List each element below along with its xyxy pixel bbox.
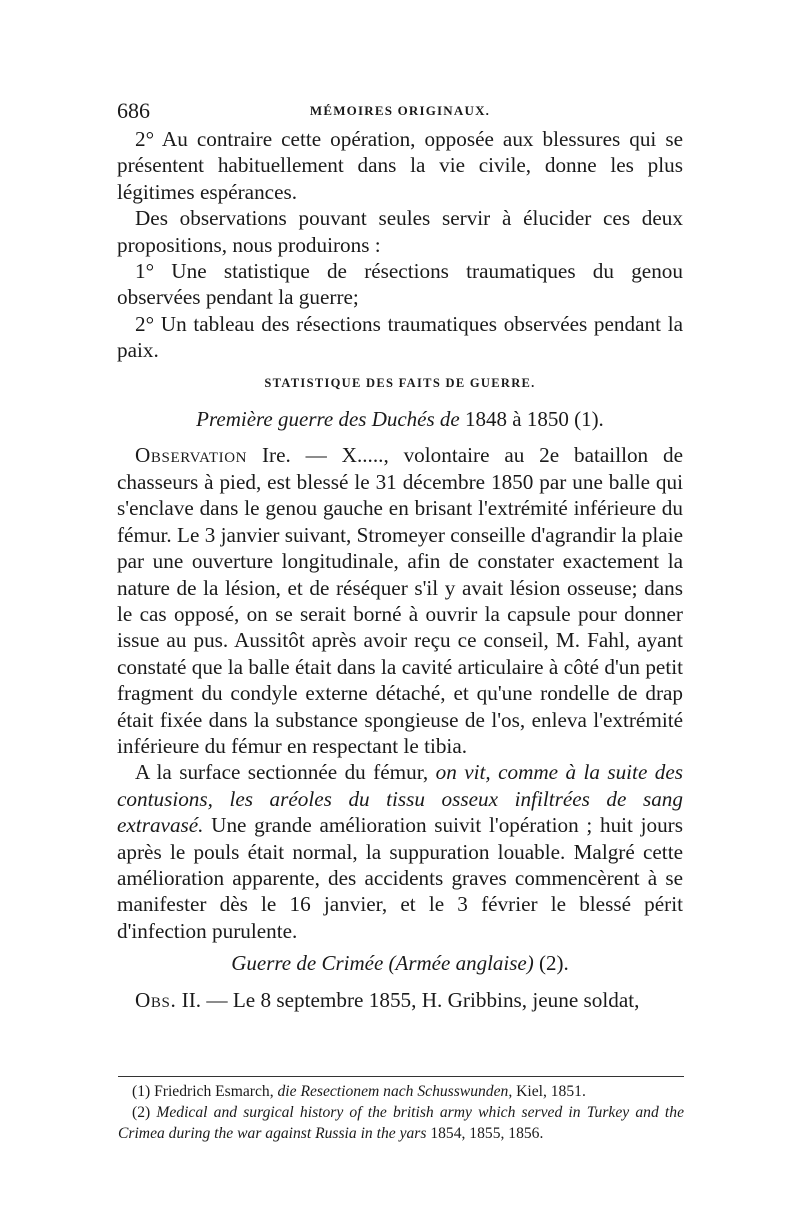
page-number: 686 xyxy=(117,98,150,123)
observation-number: II. xyxy=(181,987,202,1012)
observation-number: Ire. xyxy=(261,443,291,468)
obs-cont-rest: Une grande amélioration suivit l'opération ; huit jours après le pouls était normal, la suppuration louable. Malgré cette amélioration apparente, des accidents graves commencèrent à se manifester dès le 16 janvier, et le 3 février le blessé périt d'infection purulente. xyxy=(117,813,683,943)
body-text xyxy=(117,126,683,1013)
paragraph: 2° Au contraire cette opération, opposée aux blessures qui se présentent habituellement dans la vie civile, donne les plus légitimes espérances. xyxy=(117,127,683,204)
paragraph: 1° Une statistique de résections traumatiques du genou observées pendant la guerre; xyxy=(117,259,683,310)
footnote-title: Medical and surgical history of the british army which served in Turkey and the Crimea during the war against Russia in the yars xyxy=(118,1104,684,1142)
obs-cont-italic: on vit, comme à la suite des contusions, les aréoles du tissu osseux infiltrées de sang extravasé. xyxy=(117,760,683,838)
subtitle-italic: Guerre de Crimée (Armée anglaise) xyxy=(231,951,534,976)
subtitle-italic: Première guerre des Duchés de xyxy=(196,407,460,432)
observation-label: Observation xyxy=(135,443,248,468)
observation-2 xyxy=(117,987,683,1013)
subtitle-crimea xyxy=(117,950,683,976)
footnote-mark: (2) xyxy=(132,1104,151,1121)
footnote-mark: (1) xyxy=(132,1083,151,1100)
observation-1-continued xyxy=(117,759,683,944)
footnote-title: die Resectionem nach Schusswunden, xyxy=(277,1083,513,1100)
page-header xyxy=(117,98,683,124)
section-title: STATISTIQUE DES FAITS DE GUERRE. xyxy=(264,375,536,390)
footnote-rest: 1854, 1855, 1856. xyxy=(426,1125,544,1142)
footnote-text: Friedrich Esmarch, xyxy=(150,1083,278,1100)
subtitle-dates: 1848 à 1850 (1). xyxy=(459,407,604,432)
footnote-rest: Kiel, 1851. xyxy=(512,1083,586,1100)
obs-cont-start: A la surface sectionnée du fémur, xyxy=(135,760,436,785)
observation-text: — X....., volontaire au 2e bataillon de chasseurs à pied, est blessé le 31 décembre 1850 par une balle qui s'enclave dans le genou gauche en brisant l'extrémité inférieure du fémur. Le 3 janvier suivant, Stromeyer conseille d'agrandir la plaie par une ouverture longitudinale, afin de constater exactement la nature de la lésion, et de réséquer s'il y avait lésion osseuse; dans le cas opposé, on se serait borné à ouvrir la capsule pour donner issue au pus. Aussitôt après avoir reçu ce conseil, M. Fahl, ayant constaté que la balle était dans la cavité articulaire à côté d'un petit fragment du condyle externe détaché, et qu'une rondelle de drap était fixée dans la substance spongieuse de l'os, enleva l'extrémité inférieure du fémur en respectant le tibia. xyxy=(117,443,683,758)
page xyxy=(117,98,683,1013)
observation-text: — Le 8 septembre 1855, H. Gribbins, jeune soldat, xyxy=(201,987,640,1012)
footnote-rule xyxy=(118,1076,684,1077)
subtitle-ref: (2). xyxy=(533,951,569,976)
running-head: MÉMOIRES ORIGINAUX. xyxy=(309,103,491,118)
observation-label: Obs. xyxy=(135,987,177,1012)
footnote xyxy=(118,1102,684,1144)
observation-1 xyxy=(117,442,683,759)
paragraph: 2° Un tableau des résections traumatiques observées pendant la paix. xyxy=(117,311,683,363)
footnote xyxy=(118,1081,684,1102)
paragraph: Des observations pouvant seules servir à élucider ces deux propositions, nous produirons : xyxy=(117,206,683,257)
footnotes xyxy=(118,1081,684,1144)
subtitle-duchies xyxy=(117,406,683,432)
